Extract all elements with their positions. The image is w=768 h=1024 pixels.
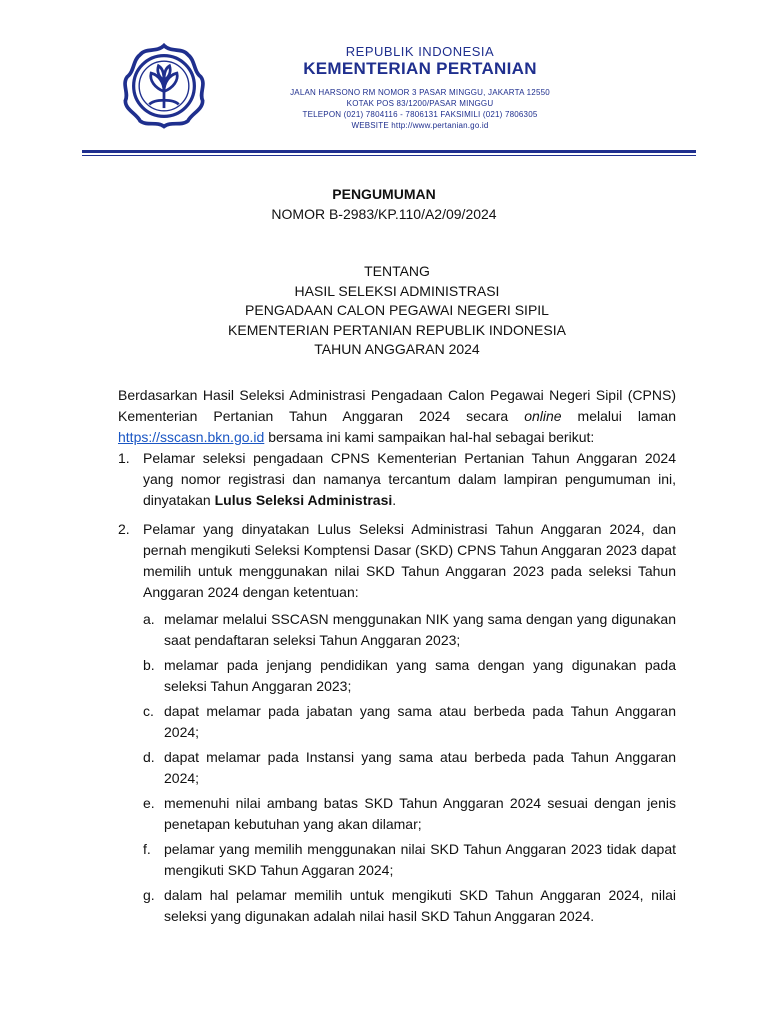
sub-item-text: memenuhi nilai ambang batas SKD Tahun Anggaran 2024 sesuai dengan jenis penetapan kebutuhan yang akan dilamar; — [164, 795, 676, 832]
about-line: PENGADAAN CALON PEGAWAI NEGERI SIPIL — [245, 302, 549, 318]
address-line: TELEPON (021) 7804116 - 7806131 FAKSIMILI (021) 7806305 — [302, 110, 538, 119]
about-line: HASIL SELEKSI ADMINISTRASI — [294, 282, 500, 299]
sub-item-text: dapat melamar pada Instansi yang sama atau berbeda pada Tahun Anggaran 2024; — [164, 749, 676, 786]
sub-list-item — [143, 609, 676, 651]
item-text: Pelamar seleksi pengadaan CPNS Kementerian Pertanian Tahun Anggaran 2024 yang nomor registrasi dan namanya tercantum dalam lampiran pengumuman ini, dinyatakan — [143, 450, 676, 508]
numbered-list — [118, 448, 676, 927]
about-block — [0, 262, 768, 360]
sscasn-link[interactable]: https://sscasn.bkn.go.id — [118, 429, 265, 445]
letterhead-divider — [82, 150, 696, 153]
ministry-emblem-icon — [118, 40, 210, 132]
address-block — [210, 87, 630, 131]
sub-item-letter: c. — [143, 703, 154, 719]
intro-text: Berdasarkan Hasil Seleksi Administrasi Pengadaan Calon Pegawai Negeri Sipil (CPNS) Kementerian Pertanian Tahun Anggaran 2024 secara — [118, 387, 676, 424]
letterhead-text — [210, 44, 630, 131]
announcement-number: NOMOR B-2983/KP.110/A2/09/2024 — [271, 206, 497, 222]
sub-item-letter: d. — [143, 749, 155, 765]
sub-list-item — [143, 701, 676, 743]
sub-list-item — [143, 839, 676, 881]
sub-item-text: dalam hal pelamar memilih untuk mengikuti SKD Tahun Anggaran 2024, nilai seleksi yang digunakan adalah nilai hasil SKD Tahun Anggaran 2024. — [164, 887, 676, 924]
sub-item-text: melamar melalui SSCASN menggunakan NIK yang sama dengan yang digunakan saat pendaftaran seleksi Tahun Anggaran 2023; — [164, 611, 676, 648]
announcement-heading: PENGUMUMAN — [332, 186, 436, 202]
about-line: TENTANG — [364, 263, 430, 279]
sub-list-item — [143, 747, 676, 789]
announcement-title — [0, 184, 768, 224]
list-item — [118, 519, 676, 927]
sub-list-item — [143, 885, 676, 927]
item-number: 2. — [118, 521, 130, 537]
item-bold-text: Lulus Seleksi Administrasi — [214, 492, 393, 508]
item-number: 1. — [118, 450, 130, 466]
intro-text: melalui laman — [561, 408, 676, 424]
intro-online-word: online — [524, 408, 562, 424]
document-body — [118, 385, 676, 931]
sub-item-text: pelamar yang memilih menggunakan nilai SKD Tahun Anggaran 2023 tidak dapat mengikuti SKD Tahun Aggaran 2024; — [164, 841, 676, 878]
sub-item-letter: b. — [143, 657, 155, 673]
ministry-name: KEMENTERIAN PERTANIAN — [303, 59, 537, 78]
sub-list-item — [143, 793, 676, 835]
address-line: WEBSITE http://www.pertanian.go.id — [351, 121, 489, 130]
sub-item-letter: g. — [143, 887, 155, 903]
address-line: JALAN HARSONO RM NOMOR 3 PASAR MINGGU, JAKARTA 12550 — [290, 88, 550, 97]
sub-list — [143, 609, 676, 927]
intro-paragraph — [118, 385, 676, 448]
list-item — [118, 448, 676, 511]
about-line: TAHUN ANGGARAN 2024 — [314, 341, 480, 357]
sub-item-text: melamar pada jenjang pendidikan yang sama dengan yang digunakan pada seleksi Tahun Anggaran 2023; — [164, 657, 676, 694]
country-name: REPUBLIK INDONESIA — [345, 44, 495, 59]
intro-text: bersama ini kami sampaikan hal-hal sebagai berikut: — [264, 429, 595, 445]
address-line: KOTAK POS 83/1200/PASAR MINGGU — [346, 99, 494, 108]
item-text: Pelamar yang dinyatakan Lulus Seleksi Administrasi Tahun Anggaran 2024, dan pernah mengikuti Seleksi Komptensi Dasar (SKD) CPNS Tahun Anggaran 2023 dapat memilih untuk menggunakan nilai SKD Tahun Anggaran 2023 pada seleksi Tahun Anggaran 2024 dengan ketentuan: — [143, 521, 676, 600]
item-end: . — [392, 492, 397, 508]
sub-item-letter: a. — [143, 611, 155, 627]
sub-item-text: dapat melamar pada jabatan yang sama atau berbeda pada Tahun Anggaran 2024; — [164, 703, 676, 740]
sub-list-item — [143, 655, 676, 697]
letterhead-divider-thin — [82, 155, 696, 156]
sub-item-letter: f. — [143, 841, 151, 857]
letterhead — [0, 0, 768, 160]
about-line: KEMENTERIAN PERTANIAN REPUBLIK INDONESIA — [228, 321, 566, 338]
sub-item-letter: e. — [143, 795, 155, 811]
